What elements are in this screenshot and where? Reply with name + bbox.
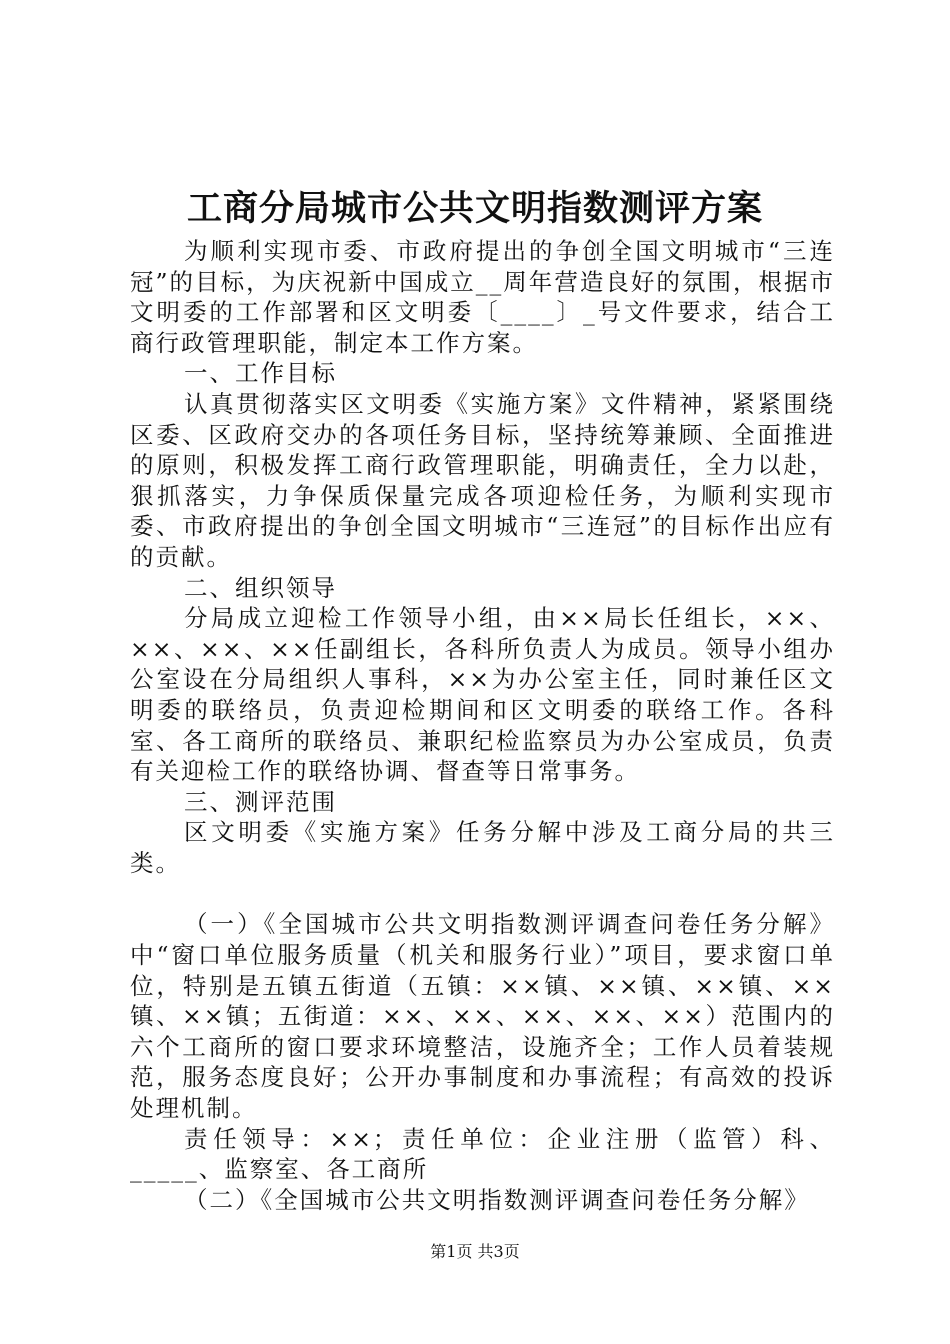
item-one-paragraph: （一）《全国城市公共文明指数测评调查问卷任务分解》中“窗口单位服务质量（机关和服务行业）”项目，要求窗口单位，特别是五镇五街道（五镇：××镇、××镇、××镇、××镇、××镇；五街道：××、××、××、××、××）范围内的六个工商所的窗口要求环境整洁，设施齐全；工作人员着装规范，服务态度良好；公开办事制度和办事流程；有高效的投诉处理机制。 — [130, 910, 835, 1123]
section-heading-goals: 一、工作目标 — [184, 359, 337, 388]
intro-paragraph: 为顺利实现市委、市政府提出的争创全国文明城市“三连冠”的目标，为庆祝新中国成立__周年营造良好的氛围，根据市文明委的工作部署和区文明委〔____〕_号文件要求，结合工商行政管理职能，制定本工作方案。 — [130, 237, 835, 357]
section-heading-scope: 三、测评范围 — [184, 787, 337, 816]
responsibility-paragraph: 责任领导：××；责任单位：企业注册（监管）科、_____、监察室、各工商所 — [130, 1124, 835, 1184]
document-body — [130, 236, 835, 1215]
scope-paragraph: 区文明委《实施方案》任务分解中涉及工商分局的共三类。 — [130, 818, 835, 877]
page-number-footer: 第1页 共3页 — [430, 1242, 520, 1261]
item-two-paragraph: （二）《全国城市公共文明指数测评调查问卷任务分解》 — [184, 1185, 810, 1214]
document-title: 工商分局城市公共文明指数测评方案 — [186, 188, 763, 229]
goals-paragraph: 认真贯彻落实区文明委《实施方案》文件精神，紧紧围绕区委、区政府交办的各项任务目标，坚持统筹兼顾、全面推进的原则，积极发挥工商行政管理职能，明确责任，全力以赴，狠抓落实，力争保质保量完成各项迎检任务，为顺利实现市委、市政府提出的争创全国文明城市“三连冠”的目标作出应有的贡献。 — [130, 389, 835, 571]
section-heading-organization: 二、组织领导 — [184, 573, 337, 602]
organization-paragraph: 分局成立迎检工作领导小组，由××局长任组长，××、××、××、××任副组长，各科所负责人为成员。领导小组办公室设在分局组织人事科，××为办公室主任，同时兼任区文明委的联络员，负责迎检期间和区文明委的联络工作。各科室、各工商所的联络员、兼职纪检监察员为办公室成员，负责有关迎检工作的联络协调、督查等日常事务。 — [130, 604, 835, 786]
paragraph-spacer — [130, 878, 835, 909]
